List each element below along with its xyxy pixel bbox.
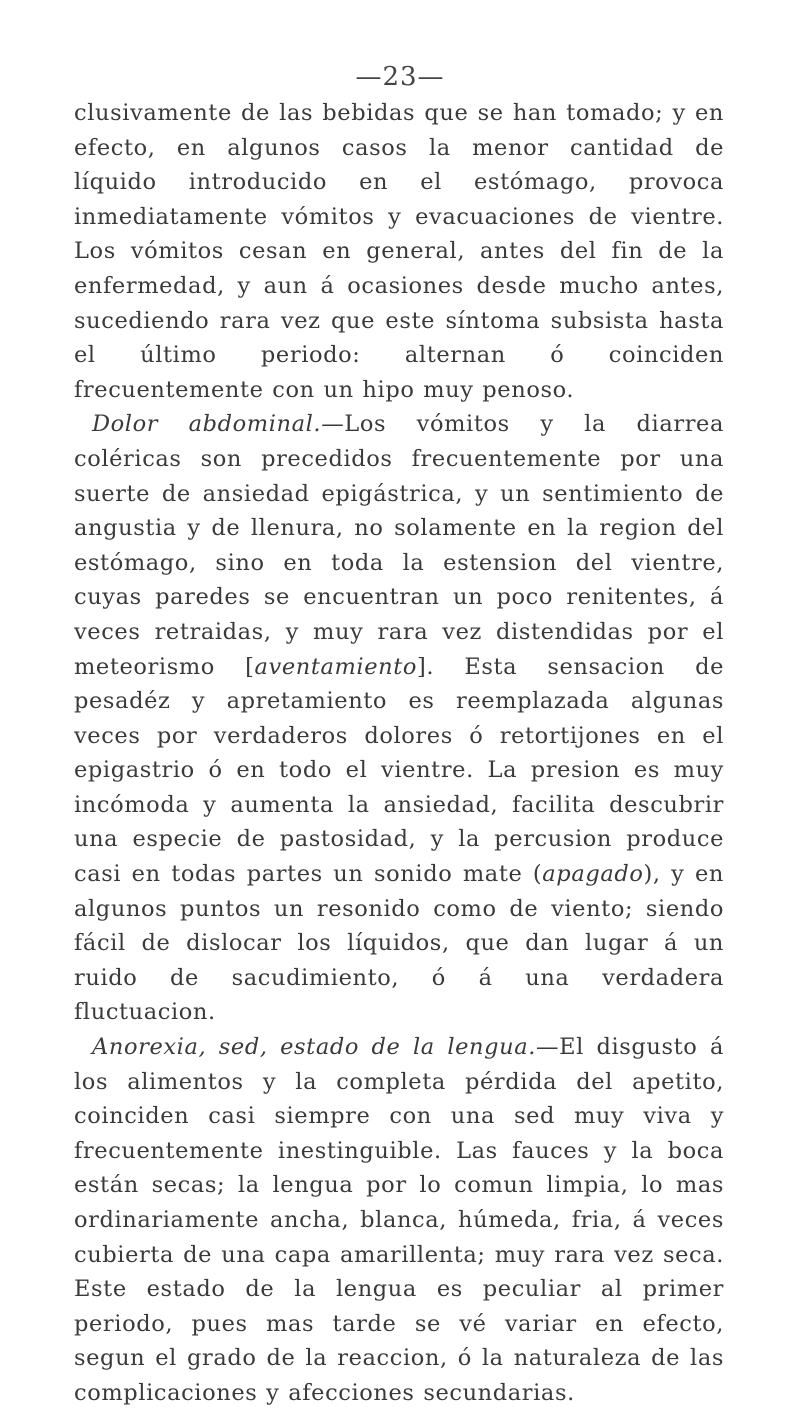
body-text xyxy=(74,96,724,1411)
section-heading-anorexia: Anorexia, sed, estado de la lengua. xyxy=(92,1034,536,1061)
paragraph-text: ), y en algunos puntos un resonido como de viento; siendo fácil de dislocar los líquidos, que dan lugar á un ruido de sacudimiento, ó á una verdadera fluctuacion. xyxy=(74,861,725,1026)
paragraph-text: —El disgusto á los alimentos y la completa pérdida del apetito, coinciden casi siempre con una sed muy viva y frecuentemente inestinguible. Las fauces y la boca están secas; la lengua por lo comun limpia, lo mas ordinariamente ancha, blanca, húmeda, fria, á veces cubierta de una capa amarillenta; muy rara vez seca. Este estado de la lengua es peculiar al primer periodo, pues mas tarde se vé variar en efecto, segun el grado de la reaccion, ó la naturaleza de las complicaciones y afecciones secundarias. xyxy=(74,1034,724,1406)
paragraph-anorexia xyxy=(74,1030,724,1411)
paragraph-text: ]. Esta sensacion de pesadéz y apretamiento es reemplazada algunas veces por verdaderos dolores ó retortijones en el epigastrio ó en todo el vientre. La presion es muy incómoda y aumenta la ansiedad, facilita descubrir una especie de pastosidad, y la percusion produce casi en todas partes un sonido mate ( xyxy=(74,653,724,888)
italic-term-apagado: apagado xyxy=(542,861,644,888)
paragraph-text: —Los vómitos y la diarrea coléricas son precedidos frecuentemente por una suerte de ansiedad epigástrica, y un sentimiento de angustia y de llenura, no solamente en la region del estómago, sino en toda la estension del vientre, cuyas paredes se encuentran un poco renitentes, á veces retraidas, y muy rara vez distendidas por el meteorismo [ xyxy=(74,411,724,680)
italic-term-aventamiento: aventamiento xyxy=(254,653,418,680)
paragraph-dolor-abdominal xyxy=(74,407,724,1030)
paragraph-continuation: clusivamente de las bebidas que se han tomado; y en efecto, en algunos casos la menor cantidad de líquido introducido en el estómago, provoca inmediatamente vómitos y evacuaciones de vientre. Los vómitos cesan en general, antes del fin de la enfermedad, y aun á ocasiones desde mucho antes, sucediendo rara vez que este síntoma subsista hasta el último periodo: alternan ó coinciden frecuentemente con un hipo muy penoso. xyxy=(74,100,724,403)
section-heading-dolor-abdominal: Dolor abdominal. xyxy=(92,411,322,438)
page-number: —23— xyxy=(355,62,445,92)
